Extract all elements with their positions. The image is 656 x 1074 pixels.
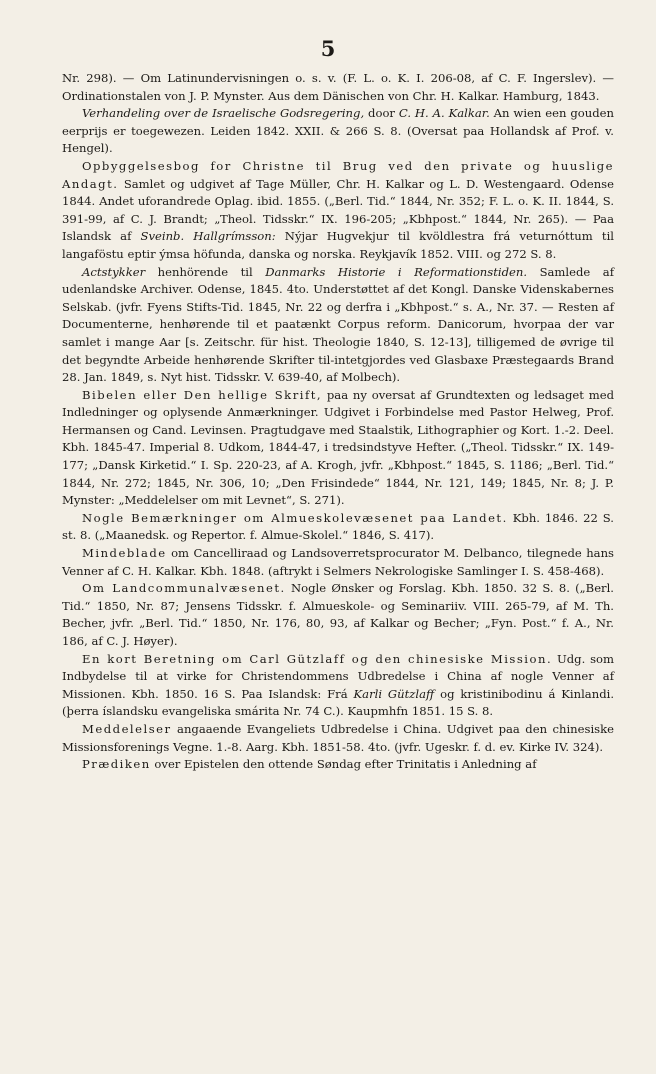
entry-text: Actstykker [82,264,146,279]
entry-text: Mindeblade [82,546,167,561]
entry-text: angaaende Evangeliets Udbredelse i China. Udgivet paa den chinesiske Missionsforenings Vegne. 1.-8. Aarg. Kbh. 1851-58. 4to. (jvfr. Ugeskr. f. d. ev. Kirke IV. 324). [62,721,614,754]
entry-text: door [364,106,399,121]
entry-text: Opbyggelsesbog for Christne til Brug ved den private og huuslige Andagt. [62,158,614,191]
bibliography-entry [62,651,614,721]
entry-text: Danmarks Historie i Reformationstiden. [265,264,528,279]
entry-text: Samlede af udenlandske Archiver. Odense, 1845. 4to. Understøttet af det Kongl. Danske Videnskabernes Selskab. (jvfr. Fyens Stifts-Tid. 1845, Nr. 22 og derfra i „Kbhpost.“ s. A., Nr. 37. — Resten af Documenterne, henhørende til et paatænkt Corpus reform. Danicorum, hvorpaa der var samlet i mange Aar [s. Zeitschr. für hist. Theologie 1840, S. 12-13], tilligemed de øvrige til det begyndte Arbeide henhørende Skrifter til-intetgjordes ved Glasbaxe Præstegaards Brand 28. Jan. 1849, s. Nyt hist. Tidsskr. V. 639-40, af Molbech). [62,264,615,385]
entry-text: An wien een gouden eerprijs er toegewezen. Leiden 1842. XXII. & 266 S. 8. (Oversat paa Hollandsk af Prof. v. Hengel). [62,106,614,156]
entry-text: Prædiken [82,757,151,772]
entry-text: Nr. 298). — Om Latinundervisningen o. s. v. (F. L. o. K. I. 206-08, af C. F. Ingerslev). — Ordinationstalen von J. P. Mynster. Aus dem Dänischen von Chr. H. Kalkar. Hamburg, 1843. [62,71,614,103]
bibliography-entry [62,545,614,580]
bibliography-entry [62,510,614,545]
entry-text: C. H. A. Kalkar. [398,106,490,121]
bibliography-text [62,70,614,774]
entry-text: henhörende til [145,264,266,279]
bibliography-entry [62,264,614,387]
bibliography-entry [62,158,614,264]
entry-text: Sveinb. Hallgrímsson: [140,229,276,244]
entry-text: Verhandeling over de Israelische Godsregering, [82,106,365,121]
entry-text: Om Landcommunalvæsenet. [82,581,286,596]
entry-text: En kort Beretning om Carl Gützlaff og den chinesiske Mission. [82,651,553,666]
entry-text: Nýjar Hugvekjur til kvöldlestra frá veturnóttum til langaföstu eptir ýmsa höfunda, danska og norska. Reykjavík 1852. VIII. og 272 S. 8. [62,229,614,261]
entry-text: Meddelelser [82,721,172,736]
bibliography-entry [62,70,614,105]
entry-text: Nogle Ønsker og Forslag. Kbh. 1850. 32 S. 8. („Berl. Tid.“ 1850, Nr. 87; Jensens Tidsskr. f. Almueskole- og Seminariiv. VIII. 265-79, af M. Th. Becher, jvfr. „Berl. Tid.“ 1850, Nr. 176, 80, 93, af Kalkar og Becher; „Fyn. Post.“ f. A., Nr. 186, af C. J. Høyer). [62,581,614,648]
entry-text: Udg. som Indbydelse til at virke for Christendommens Udbredelse i China af nogle Venner af Missionen. Kbh. 1850. 16 S. Paa Islandsk: Frá [62,651,614,701]
entry-text: Nogle Bemærkninger om Almueskolevæsenet paa Landet. [82,510,508,525]
entry-text: paa ny oversat af Grundtexten og ledsaget med Indledninger og oplysende Anmærkninger. Udgivet i Forbindelse med Pastor Helweg, Prof. Hermansen og Cand. Levinsen. Pragtudgave med Staalstik, Lithographier og Kort. 1.-2. Deel. Kbh. 1845-47. Imperial 8. Udkom, 1844-47, i tredsindstyve Hefter. („Theol. Tidsskr.“ IX. 149-177; „Dansk Kirketid.“ I. Sp. 220-23, af A. Krogh, jvfr. „Kbhpost.“ 1845, S. 1186; „Berl. Tid.“ 1844, Nr. 272; 1845, Nr. 306, 10; „Den Frisindede“ 1844, Nr. 121, 149; 1845, Nr. 8; J. P. Mynster: „Meddelelser om mit Levnet“, S. 271). [62,387,614,508]
page-number: 5 [320,36,336,61]
bibliography-entry [62,580,614,650]
entry-text: og kristinibodinu á Kinlandi. (þerra íslandsku evangeliska smárita Nr. 74 C.). Kaupmhfn 1851. 15 S. 8. [62,686,615,719]
entry-text: om Cancelliraad og Landsoverretsprocurator M. Delbanco, tilegnede hans Venner af C. H. Kalkar. Kbh. 1848. (aftrykt i Selmers Nekrologiske Samlinger I. S. 458-468). [62,546,614,578]
entry-text: over Epistelen den ottende Søndag efter Trinitatis i Anledning af [150,757,537,772]
bibliography-entry [62,756,614,774]
bibliography-entry [62,721,614,756]
bibliography-entry [62,387,614,510]
entry-text: Bibelen eller Den hellige Skrift, [82,387,323,402]
entry-text: Karli Gützlaff [353,686,435,701]
bibliography-entry [62,105,614,158]
entry-text: Kbh. 1846. 22 S. st. 8. („Maanedsk. og Repertor. f. Almue-Skolel.“ 1846, S. 417). [62,510,614,543]
entry-text: Samlet og udgivet af Tage Müller, Chr. H. Kalkar og L. D. Westengaard. Odense 1844. Andet uforandrede Oplag. ibid. 1855. („Berl. Tid.“ 1844, Nr. 352; F. L. o. K. II. 1844, S. 391-99, af C. J. Brandt; „Theol. Tidsskr.“ IX. 196-205; „Kbhpost.“ 1844, Nr. 265). — Paa Islandsk af [62,176,614,244]
